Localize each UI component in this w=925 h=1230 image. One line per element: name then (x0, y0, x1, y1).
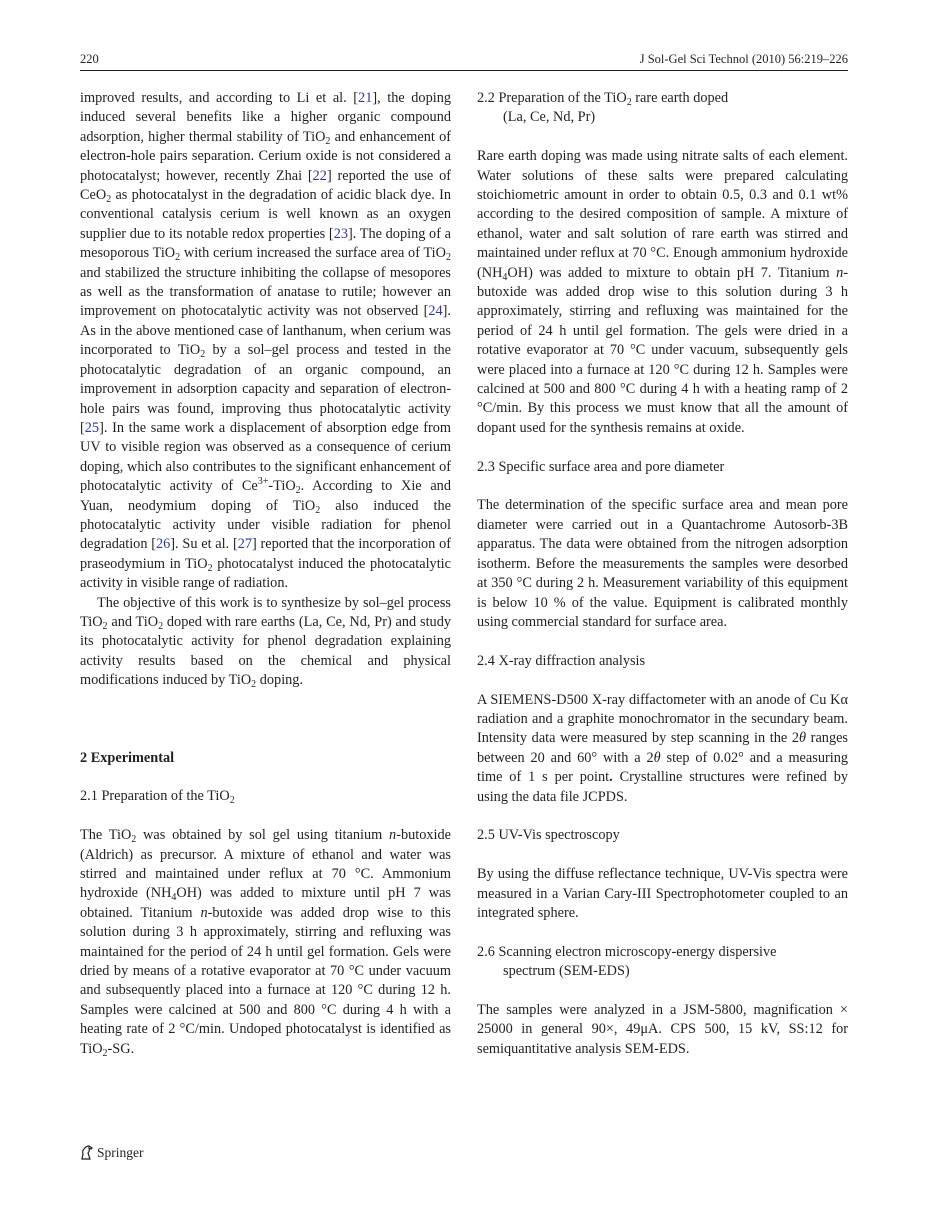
publisher-footer (80, 1144, 144, 1165)
paragraph-objective: The objective of this work is to synthesize by sol–gel process TiO$_2$ and TiO$_2$ doped with rare earths (La, Ce, Nd, Pr) and study its photocatalytic activity for phenol degradation explaining activity results based on the chemical and physical modifications induced by TiO$_2$ doping. (80, 594, 452, 691)
publisher-name: Springer (97, 1145, 144, 1160)
right-column (477, 89, 848, 1059)
page-number: 220 (80, 52, 99, 66)
citation-link[interactable]: 27 (237, 536, 253, 553)
paragraph-intro-continued: improved results, and according to Li et al. [21], the doping induced several benefits like a higher organic compound adsorption, higher thermal stability of TiO$_2$ and enhancement of electron-hole pairs separation. Cerium oxide is not considered a photocatalyst; however, recently Zhai [22] reported the use of CeO$_2$ as photocatalyst in the degradation of acidic black dye. In conventional catalysis cerium is well known as an oxygen supplier due to its notable redox properties [23]. The doping of a mesoporous TiO$_2$ with cerium increased the surface area of TiO$_2$ and stabilized the structure inhibiting the collapse of mesopores as well as the transformation of anatase to rutile; however an improvement on photocatalytic activity was not observed [24]. As in the above mentioned case of lanthanum, when cerium was incorporated to TiO$_2$ by a sol–gel process and tested in the photocatalytic degradation of an organic compound, an improvement in adsorption capacity and separation of electron-hole pairs was found, improving thus photocatalytic activity [25]. In the same work a displacement of absorption edge from UV to visible region was observed as a consequence of cerium doping, which also contributes to the significant enhancement of photocatalytic activity of $Ce^{3+}-TiO_2$. According to Xie and Yuan, neodymium doping of TiO$_2$ also induced the photocatalytic activity under visible radiation for phenol degradation [26]. Su et al. [27] reported that the incorporation of praseodymium in TiO$_2$ photocatalyst induced the photocatalytic activity in visible range of radiation. (80, 90, 451, 592)
paragraph-rare-earth-doping: Rare earth doping was made using nitrate salts of each element. Water solutions of these salts were prepared calculating stoichiometric amount in order to obtain 0.5, 0.3 and 0.1 wt% according to the desired composition of sample. A mixture of ethanol, water and salt solution of rare earth was stirred and maintained under reflux at 70 °C. Enough ammonium hydroxide $(NH_4OH)$ was added to mixture to obtain pH 7. Titanium n-butoxide was added drop wise to this solution during 3 h approximately, stirring and refluxing was maintained for the period of 24 h until gel formation. The gels were dried in a rotative evaporator at 70 °C under vacuum, subsequently gels were placed into a furnace at 120 °C during 12 h. Samples were calcined at 500 and 800 °C during 4 h with a heating ramp of 2 °C/min. By this process we must know that all the amount of dopant used for the synthesis remains at oxide. (477, 148, 848, 436)
paragraph-sem-eds: The samples were analyzed in a JSM-5800, magnification × 25000 in general 90×, 49μA. CPS 500, 15 kV, SS:12 for semiquantitative analysis SEM-EDS. (477, 1001, 848, 1057)
section-heading-experimental: 2 Experimental (80, 749, 175, 766)
subsection-heading-2-3: 2.3 Specific surface area and pore diameter (477, 458, 725, 475)
springer-horse-icon (80, 1145, 94, 1165)
subsection-heading-2-4: 2.4 X-ray diffraction analysis (477, 652, 646, 669)
citation-link[interactable]: 23 (333, 225, 348, 242)
citation-link[interactable]: 25 (84, 419, 100, 436)
paragraph-surface-area: The determination of the specific surface area and mean pore diameter were carried out in a Quantachrome Autosorb-3B apparatus. The data were obtained from the nitrogen adsorption isotherm. Before the measurements the samples were desorbed at 350 °C during 2 h. Measurement variability of this equipment is below 10 % of the value. Equipment is calibrated monthly using commercial standard for surface area. (477, 497, 848, 630)
paragraph-tio2-preparation: The TiO$_2$ was obtained by sol gel using titanium n-butoxide (Aldrich) as precursor. A mixture of ethanol and water was stirred and maintained under reflux at 70 °C. Ammonium hydroxide $(NH_4OH)$ was added to mixture until pH 7 was obtained. Titanium n-butoxide was added drop wise to this solution during 3 h approximately, stirring and refluxing was maintained for the period of 24 h until gel formation. Gels were dried by means of a rotative evaporator at 70 °C under vacuum and subsequently placed into a furnace at 120 °C during 12 h. Samples were calcined at 500 and 800 °C during 4 h with a heating rate of 2 °C/min. Undoped photocatalyst is identified as TiO$_2$-SG. (80, 827, 451, 1059)
paragraph-xrd: A SIEMENS-D500 X-ray diffactometer with an anode of Cu Kα radiation and a graphite monochromator in the secundary beam. Intensity data were measured by step scanning in the 2θ ranges between 20 and 60° with a 2θ step of 0.02° and a measuring time of 1 s per point. Crystalline structures were refined by using the data file JCPDS. (477, 691, 848, 805)
citation-link[interactable]: 24 (428, 303, 443, 320)
citation-link[interactable]: 22 (312, 167, 327, 184)
journal-citation: J Sol-Gel Sci Technol (2010) 56:219–226 (639, 52, 848, 66)
citation-link[interactable]: 21 (358, 90, 373, 106)
running-header (80, 51, 848, 69)
left-column (80, 89, 451, 1059)
subsection-heading-2-2: 2.2 Preparation of the TiO$_2$ rare earth doped (La, Ce, Nd, Pr) (477, 90, 729, 126)
subsection-heading-2-5: 2.5 UV-Vis spectroscopy (477, 827, 620, 844)
subsection-heading-2-1: 2.1 Preparation of the TiO$_2$ (80, 788, 235, 807)
header-rule (80, 70, 848, 71)
citation-link[interactable]: 26 (156, 536, 171, 553)
subsection-heading-2-6: 2.6 Scanning electron microscopy-energy dispersive spectrum (SEM-EDS) (477, 943, 777, 980)
paragraph-uv-vis: By using the diffuse reflectance technique, UV-Vis spectra were measured in a Varian Cary-III Spectrophotometer coupled to an integrated sphere. (477, 866, 848, 921)
